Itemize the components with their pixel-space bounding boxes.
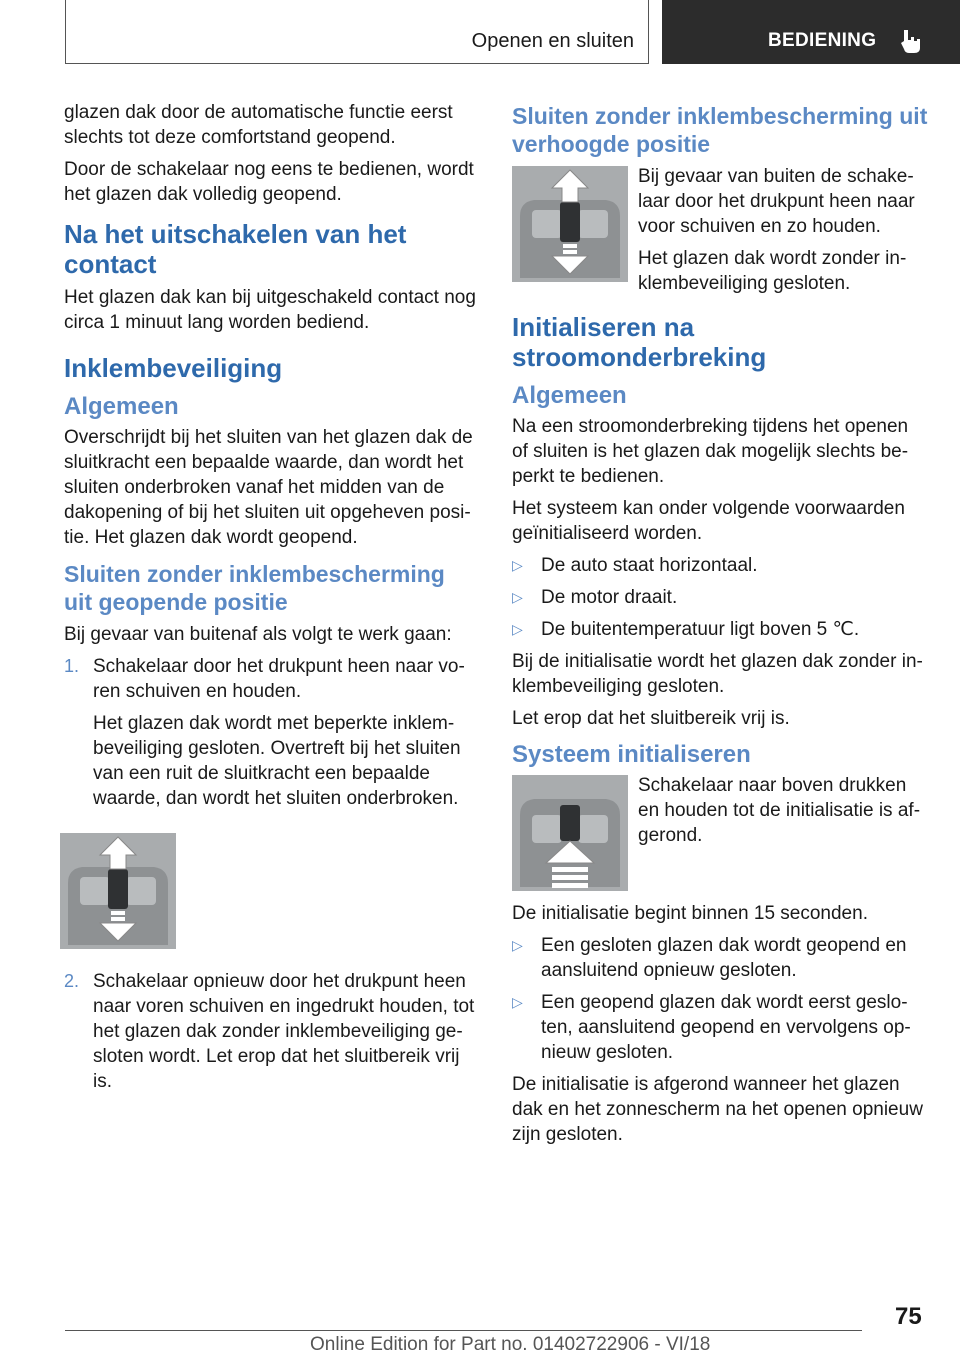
paragraph: Het systeem kan onder volgende voorwaarden geïnitialiseerd worden. [512,498,905,544]
right-column [512,100,928,1154]
condition-text: De motor draait. [541,587,678,608]
paragraph: Overschrijdt bij het sluiten van het glazen dak de sluitkracht een bepaalde waarde, dan wordt het sluiten onderbroken vanaf het midden van de dakopening of bij het sluiten uit opgeheven positie. Het glazen dak wordt geopend. [64,427,473,548]
paragraph: Bij gevaar van buitenaf als volgt te werk gaan: [64,624,452,645]
hand-pointer-icon [896,26,926,56]
step-subtext: Het glazen dak wordt met beperkte inklembeveiliging gesloten. Overtreft bij het sluiten van een ruit de sluitkracht een bepaalde waarde, dan wordt het sluiten onderbroken. [93,713,461,809]
paragraph: Door de schakelaar nog eens te bedienen, wordt het glazen dak volledig geopend. [64,159,474,205]
heading-close-from-open: Sluiten zonder inklembescherming uit geopende positie [64,561,445,615]
bullet-triangle-icon: ▷ [512,994,523,1010]
figure-with-text [512,164,928,296]
condition-text: De auto staat horizontaal. [541,555,758,576]
bullet-triangle-icon: ▷ [512,589,523,605]
heading-general: Algemeen [512,382,627,409]
paragraph: De initialisatie is afgerond wanneer het glazen dak en het zonnescherm na het openen opnieuw zijn gesloten. [512,1074,923,1145]
paragraph: Het glazen dak wordt zonder inklembeveiliging gesloten. [638,248,907,294]
chapter-title: Openen en sluiten [471,30,634,52]
header-section-box [662,0,960,64]
heading-system-init: Systeem initialiseren [512,741,751,768]
step-text: Schakelaar opnieuw door het drukpunt heen naar voren schuiven en ingedrukt houden, tot het glazen dak zonder inklembeveiliging gesloten wordt. Let erop dat het sluitbereik vrij is. [93,971,475,1092]
paragraph: Na een stroomonderbreking tijdens het openen of sluiten is het glazen dak mogelijk slechts beperkt te bedienen. [512,416,909,487]
heading-after-ignition-off: Na het uitschakelen van het contact [64,219,407,279]
bullet-triangle-icon: ▷ [512,621,523,637]
heading-pinch-protection: Inklembeveiliging [64,353,283,383]
list-item [64,969,478,1094]
paragraph: Schakelaar naar boven drukken en houden tot de initialisatie is afgerond. [638,775,921,846]
heading-general: Algemeen [64,393,179,420]
paragraph: Let erop dat het sluitbereik vrij is. [512,708,790,729]
figure-caption [638,164,928,296]
step-text: Een gesloten glazen dak wordt geopend en aansluitend opnieuw gesloten. [541,935,907,981]
section-label: BEDIENING [768,30,877,51]
roof-switch-push-forward-figure [60,833,176,949]
step-text: Een geopend glazen dak wordt eerst gesloten, aansluitend geopend en vervolgens opnieuw gesloten. [541,992,911,1063]
list-item [512,617,928,642]
list-item [512,553,928,578]
list-item [512,990,928,1065]
paragraph: Bij gevaar van buiten de schakelaar door het drukpunt heen naar voor schuiven en zo houden. [638,166,915,237]
heading-init-after-power-loss: Initialiseren na stroomonderbreking [512,312,767,372]
footer-edition: Online Edition for Part no. 01402722906 - VI/18 [310,1334,711,1355]
roof-switch-push-up-figure [512,775,628,891]
step-number: 1. [64,656,80,676]
footer-divider [65,1330,862,1331]
figure-caption [638,773,928,848]
paragraph: glazen dak door de automatische functie eerst slechts tot deze comfortstand geopend. [64,102,453,148]
left-column [64,100,478,1101]
paragraph: Het glazen dak kan bij uitgeschakeld contact nog circa 1 minuut lang worden bediend. [64,287,476,333]
list-item [64,654,478,811]
header-chapter-box [65,0,649,64]
list-item [512,933,928,983]
condition-text: De buitentemperatuur ligt boven 5 ℃. [541,619,860,640]
figure-with-text [512,773,928,891]
list-item [512,585,928,610]
paragraph: Bij de initialisatie wordt het glazen dak zonder inklembeveiliging gesloten. [512,651,923,697]
heading-close-from-raised: Sluiten zonder inklembescherming uit verhoogde positie [512,103,928,157]
step-number: 2. [64,971,80,991]
bullet-triangle-icon: ▷ [512,937,523,953]
bullet-triangle-icon: ▷ [512,557,523,573]
step-text: Schakelaar door het drukpunt heen naar voren schuiven en houden. [93,656,465,702]
roof-switch-push-forward-figure [512,166,628,282]
paragraph: De initialisatie begint binnen 15 seconden. [512,903,868,924]
page-number: 75 [895,1303,922,1330]
